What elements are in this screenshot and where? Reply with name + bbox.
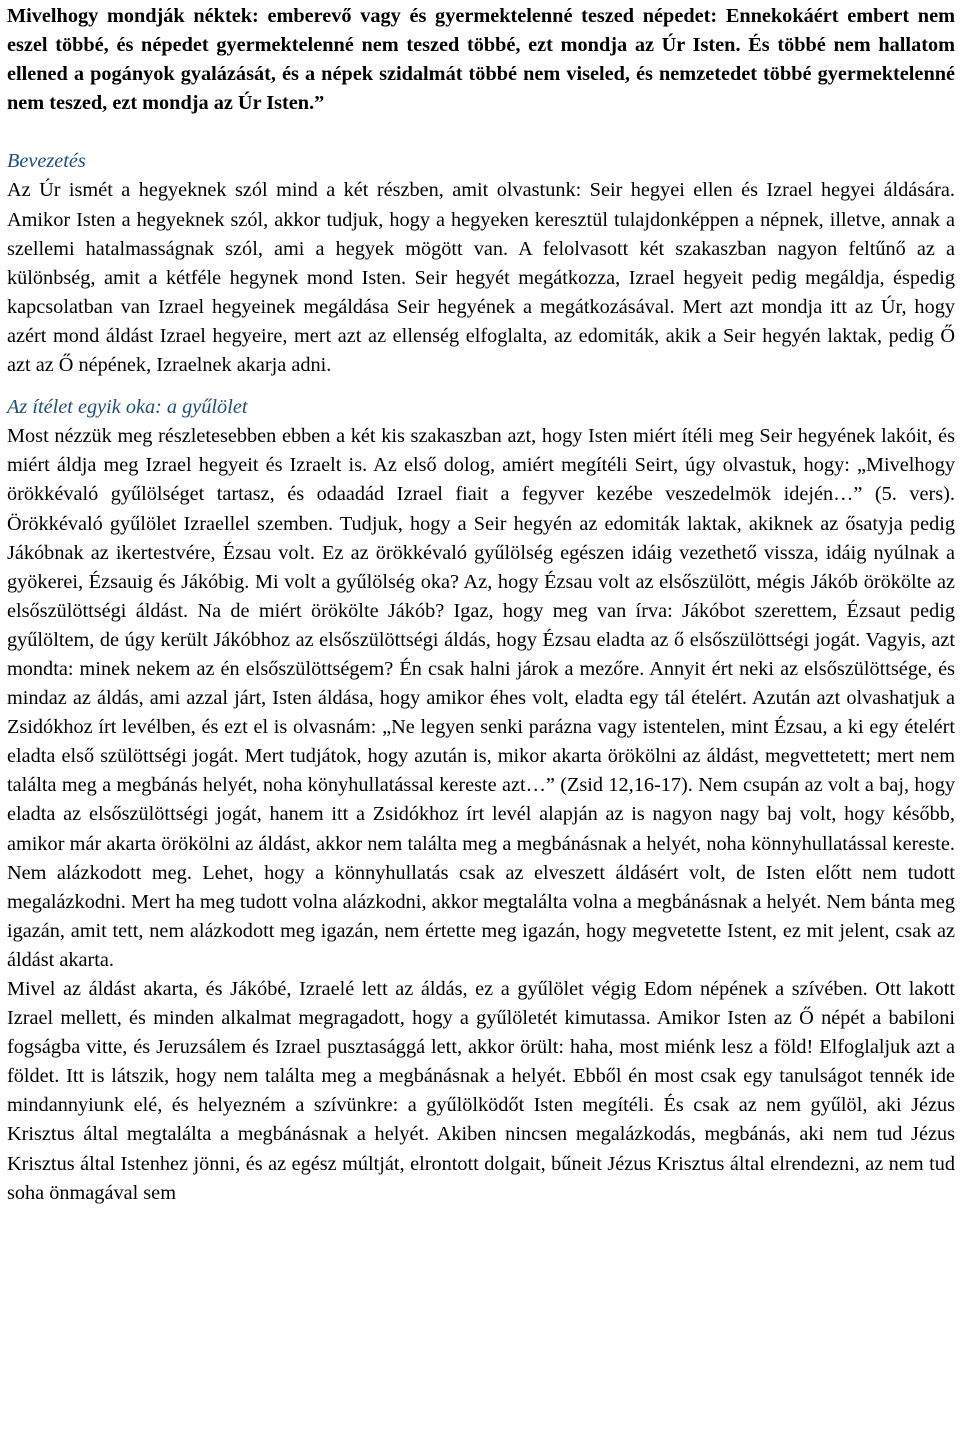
judgment-paragraph-continued: Mivel az áldást akarta, és Jákóbé, Izraelé lett az áldás, ez a gyűlölet végig Edom népének a szívében. Ott lakott Izrael mellett, és minden alkalmat megragadott, hogy a gyűlöletét kimutassa. Amikor Isten az Ő népét a babiloni fogságba vitte, és Jeruzsálem és Izrael pusztasággá lett, akkor örült: haha, most miénk lesz a föld! Elfoglaljuk azt a földet. Itt is látszik, hogy nem találta meg a megbánásnak a helyét. Ebből én most csak egy tanulságot tennék ide mindannyiunk elé, és helyezném a szívünkre: a gyűlölködőt Isten megítéli. És csak az nem gyűlöl, aki Jézus Krisztus által megtalálta a megbánásnak a helyét. Akiben nincsen megalázkodás, megbánás, aki nem tud Jézus Krisztus által Istenhez jönni, és az egész múltját, elrontott dolgait, bűneit Jézus Krisztus által elrendezni, az nem tud soha önmagával sem (7, 978, 955, 1204)
paragraph-gap (7, 118, 955, 147)
introduction-paragraph: Az Úr ismét a hegyeknek szól mind a két részben, amit olvastunk: Seir hegyei ellen és Izrael hegyei áldására. Amikor Isten a hegyeknek szól, akkor tudjuk, hogy a hegyeken keresztül tulajdonképpen a népnek, illetve, annak a szellemi hatalmasságnak szól, ami a hegyek mögött van. A felolvasott két szakaszban nagyon feltűnő az a különbség, amit a kétféle hegynek mond Isten. Seir hegyét megátkozza, Izrael hegyeit pedig megáldja, éspedig kapcsolatban van Izrael hegyeinek megáldása Seir hegyének a megátkozásával. Mert azt mondja itt az Úr, hogy azért mond áldást Izrael hegyeire, mert azt az ellenség elfoglalta, az edomiták, akik a Seir hegyén laktak, pedig Ő azt az Ő népének, Izraelnek akarja adni. (7, 179, 955, 377)
scripture-quote: Mivelhogy mondják néktek: emberevő vagy és gyermektelenné teszed népedet: Ennekokáért embert nem eszel többé, és népedet gyermektelenné nem teszed többé, ezt mondja az Úr Isten. És többé nem hallatom ellened a pogányok gyalázását, és a népek szidalmát többé nem viseled, és nemzetedet többé gyermektelenné nem teszed, ezt mondja az Úr Isten.” (7, 5, 955, 115)
judgment-paragraph: Most nézzük meg részletesebben ebben a két kis szakaszban azt, hogy Isten miért ítéli meg Seir hegyének lakóit, és miért áldja meg Izrael hegyeit és Izraelt is. Az első dolog, amiért megítéli Seirt, úgy olvastuk, hogy: „Mivelhogy örökkévaló gyűlölséget tartasz, és odaadád Izrael fiait a fegyver kezébe veszedelmök idején…” (5. vers). Örökkévaló gyűlölet Izraellel szemben. Tudjuk, hogy a Seir hegyén az edomiták laktak, akiknek az ősatyja pedig Jákóbnak az ikertestvére, Ézsau volt. Ez az örökkévaló gyűlölség egészen idáig vezethető vissza, idáig nyúlnak a gyökerei, Ézsauig és Jákóbig. Mi volt a gyűlölség oka? Az, hogy Ézsau volt az elsőszülött, mégis Jákób örökölte az elsőszülöttségi áldást. Na de miért örökölte Jákób? Igaz, hogy meg van írva: Jákóbot szerettem, Ézsaut pedig gyűlöltem, de úgy került Jákóbhoz az elsőszülöttségi áldás, hogy Ézsau eladta az ő elsőszülöttségi jogát. Vagyis, azt mondta: minek nekem az én elsőszülöttségem? Én csak halni járok a mezőre. Annyit ért neki az elsőszülöttsége, és mindaz az áldás, ami azzal járt, Isten áldása, hogy amikor éhes volt, eladta egy tál ételért. Azután azt olvashatjuk a Zsidókhoz írt levélben, és ezt el is olvasnám: „Ne legyen senki parázna vagy istentelen, mint Ézsau, a ki egy ételért eladta első szülöttségi jogát. Mert tudjátok, hogy azután is, mikor akarta örökölni az áldást, megvettetett; mert nem találta meg a megbánás helyét, noha könyhullatással kereste azt…” (Zsid 12,16-17). Nem csupán az volt a baj, hogy eladta az elsőszülöttségi jogát, hanem itt a Zsidókhoz írt levél alapján az is nagyon nagy baj volt, hogy később, amikor már akarta örökölni az áldást, akkor nem találta meg a megbánásnak a helyét, noha könnyhullatással kereste. Nem alázkodott meg. Lehet, hogy a könnyhullatás csak az elveszett áldásért volt, de Isten előtt nem tudott megalázkodni. Mert ha meg tudott volna alázkodni, akkor megtalálta volna a megbánásnak a helyét. Nem bánta meg igazán, amit tett, nem alázkodott meg igazán, nem értette meg igazán, hogy megvetette Istent, ez mit jelent, csak az áldást akarta. (7, 425, 955, 971)
document-page (7, 2, 955, 1208)
paragraph-gap (7, 380, 955, 393)
section-heading-judgment-reason: Az ítélet egyik oka: a gyűlölet (7, 396, 248, 419)
section-heading-introduction: Bevezetés (7, 150, 86, 173)
